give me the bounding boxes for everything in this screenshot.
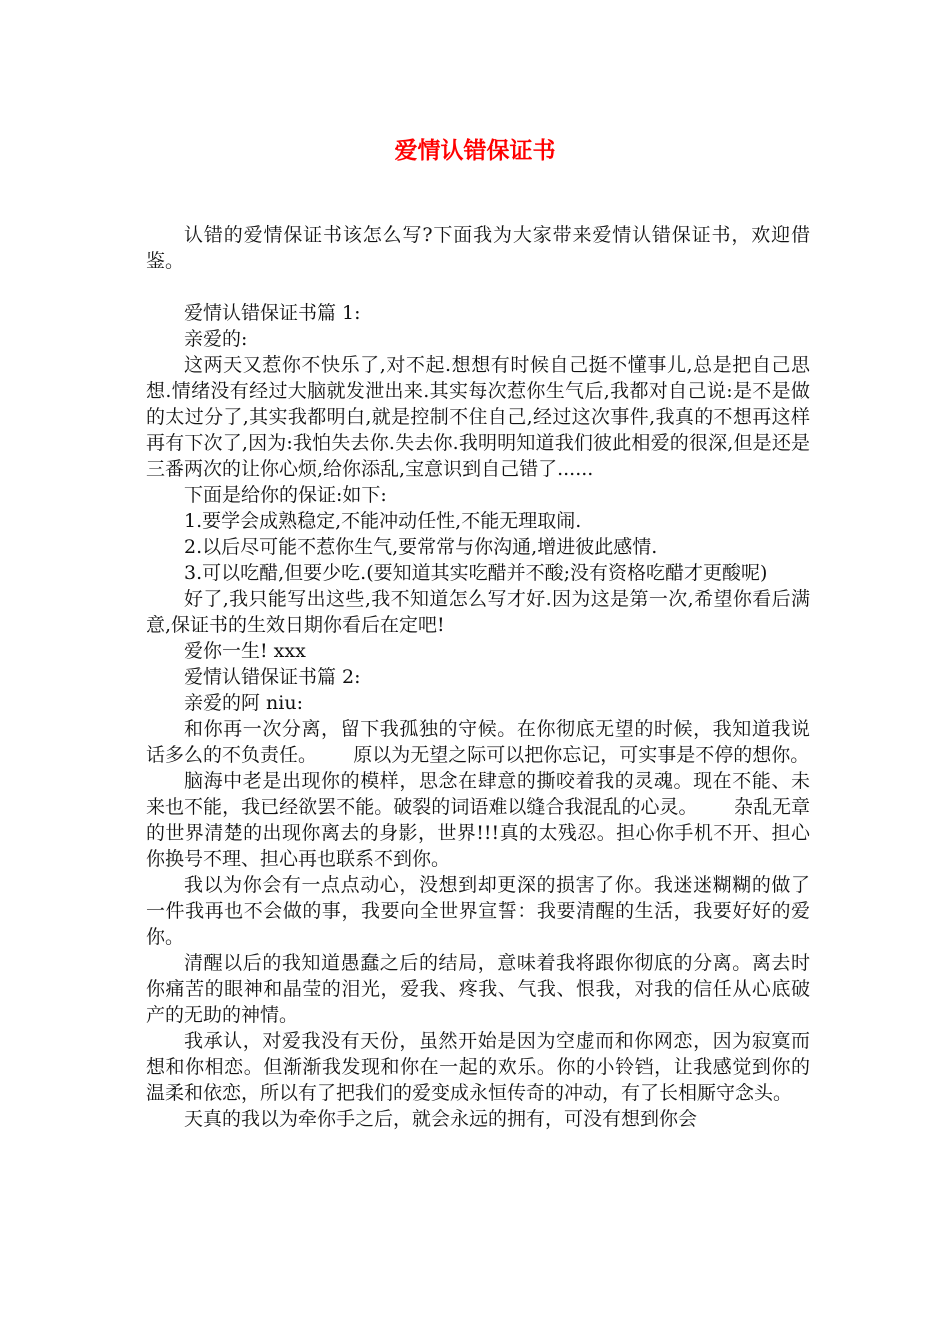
body-paragraph: 清醒以后的我知道愚蠢之后的结局，意味着我将跟你彻底的分离。离去时你痛苦的眼神和晶莹的泪光，爱我、疼我、气我、恨我，对我的信任从心底破产的无助的神情。 [146, 952, 810, 1026]
list-item: 3.可以吃醋,但要少吃.(要知道其实吃醋并不酸;没有资格吃醋才更酸呢) [184, 562, 768, 584]
intro-paragraph: 认错的爱情保证书该怎么写?下面我为大家带来爱情认错保证书，欢迎借鉴。 [146, 224, 810, 272]
salutation-2: 亲爱的阿 niu: [184, 692, 303, 714]
body-paragraph: 和你再一次分离，留下我孤独的守候。在你彻底无望的时候，我知道我说话多么的不负责任。 原以为无望之际可以把你忘记，可实事是不停的想你。 [146, 718, 810, 766]
list-item: 2.以后尽可能不惹你生气,要常常与你沟通,增进彼此感情. [184, 536, 658, 558]
body-paragraph: 天真的我以为牵你手之后，就会永远的拥有，可没有想到你会 [184, 1108, 698, 1130]
list-item: 1.要学会成熟稳定,不能冲动任性,不能无理取闹. [184, 510, 582, 532]
paragraph-gap [146, 274, 810, 300]
body-paragraph: 下面是给你的保证:如下: [184, 484, 387, 506]
body-paragraph: 好了,我只能写出这些,我不知道怎么写才好.因为这是第一次,希望你看后满意,保证书的生效日期你看后在定吧! [146, 588, 810, 636]
document-title: 爱情认错保证书 [394, 138, 556, 164]
section-heading-1: 爱情认错保证书篇 1: [184, 302, 361, 324]
section-heading-2: 爱情认错保证书篇 2: [184, 666, 361, 688]
body-paragraph: 我承认，对爱我没有天份，虽然开始是因为空虚而和你网恋，因为寂寞而想和你相恋。但渐渐我发现和你在一起的欢乐。你的小铃铛，让我感觉到你的温柔和依恋，所以有了把我们的爱变成永恒传奇的冲动，有了长相厮守念头。 [146, 1030, 810, 1104]
document-body [146, 222, 810, 1132]
body-paragraph: 脑海中老是出现你的模样，思念在肆意的撕咬着我的灵魂。现在不能、未来也不能，我已经欲罢不能。破裂的词语难以缝合我混乱的心灵。 杂乱无章的世界清楚的出现你离去的身影，世界!!!真的太残忍。担心你手机不开、担心你换号不理、担心再也联系不到你。 [146, 770, 810, 870]
body-paragraph: 我以为你会有一点点动心，没想到却更深的损害了你。我迷迷糊糊的做了一件我再也不会做的事，我要向全世界宣誓：我要清醒的生活，我要好好的爱你。 [146, 874, 810, 948]
signature-line: 爱你一生! xxx [184, 640, 306, 662]
body-paragraph: 这两天又惹你不快乐了,对不起.想想有时候自己挺不懂事儿,总是把自己思想.情绪没有经过大脑就发泄出来.其实每次惹你生气后,我都对自己说:是不是做的太过分了,其实我都明白,就是控制不住自己,经过这次事件,我真的不想再这样再有下次了,因为:我怕失去你.失去你.我明明知道我们彼此相爱的很深,但是还是三番两次的让你心烦,给你添乱,宝意识到自己错了...... [146, 354, 810, 480]
salutation-1: 亲爱的: [184, 328, 248, 350]
